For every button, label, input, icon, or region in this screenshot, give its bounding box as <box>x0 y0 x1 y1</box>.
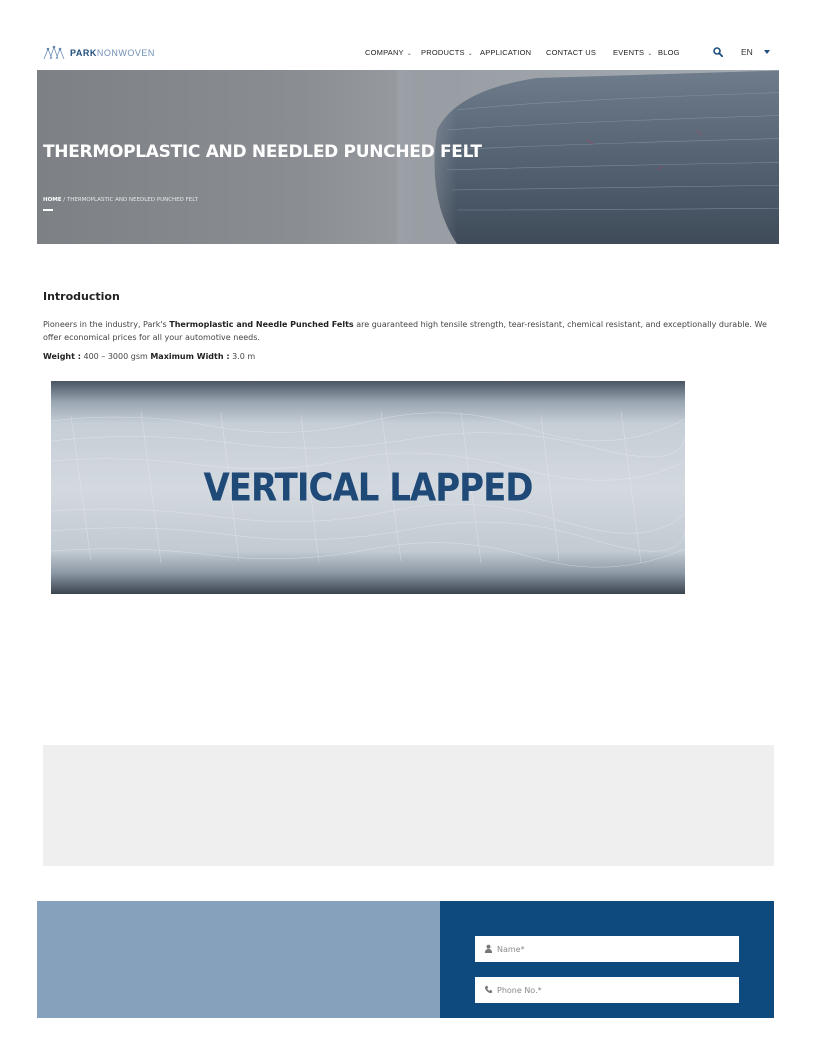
hero-banner <box>37 70 779 244</box>
name-field[interactable] <box>475 936 739 962</box>
intro-heading: Introduction <box>43 290 120 303</box>
product-image <box>51 381 685 594</box>
logo[interactable] <box>42 45 155 61</box>
logo-mark-icon <box>42 45 66 61</box>
breadcrumb-separator: / <box>61 197 67 203</box>
nav-item-company[interactable]: COMPANY ⌄ <box>365 48 412 57</box>
breadcrumb-underline <box>43 209 53 211</box>
breadcrumb <box>43 197 198 203</box>
chevron-down-icon: ⌄ <box>467 51 473 57</box>
phone-input[interactable] <box>497 977 733 1003</box>
nav-item-blog[interactable]: BLOG <box>658 48 680 57</box>
caret-down-icon[interactable] <box>764 50 770 54</box>
contact-form-panel <box>440 901 774 1018</box>
phone-field[interactable] <box>475 977 739 1003</box>
logo-text: PARKNONWOVEN <box>70 48 155 58</box>
phone-icon <box>484 985 493 994</box>
chevron-down-icon: ⌄ <box>406 51 412 57</box>
chevron-down-icon: ⌄ <box>647 51 653 57</box>
nav-item-application[interactable]: APPLICATION <box>480 48 532 57</box>
breadcrumb-current: THERMOPLASTIC AND NEEDLED PUNCHED FELT <box>66 197 198 203</box>
site-header <box>0 0 816 70</box>
name-input[interactable] <box>497 936 733 962</box>
language-selector[interactable]: EN <box>741 47 753 57</box>
nav-item-events[interactable]: EVENTS ⌄ <box>613 48 653 57</box>
nav-item-contact-us[interactable]: CONTACT US <box>546 48 597 57</box>
intro-paragraph: Pioneers in the industry, Park's Thermoplastic and Needle Punched Felts are guaranteed high tensile strength, tear-resistant, chemical resistant, and exceptionally durable. We offer economical prices for all your automotive needs. <box>43 320 767 342</box>
product-image-label: VERTICAL LAPPED <box>203 465 533 511</box>
footer-left-panel <box>37 901 440 1018</box>
content-placeholder-block <box>43 745 774 866</box>
page-title: THERMOPLASTIC AND NEEDLED PUNCHED FELT <box>43 142 482 162</box>
breadcrumb-home-link[interactable]: HOME <box>43 197 62 203</box>
product-specs: Weight : 400 – 3000 gsm Maximum Width : 3.0 m <box>43 352 256 361</box>
user-icon <box>484 944 493 953</box>
nav-item-products[interactable]: PRODUCTS ⌄ <box>421 48 473 57</box>
search-icon[interactable] <box>713 47 723 57</box>
